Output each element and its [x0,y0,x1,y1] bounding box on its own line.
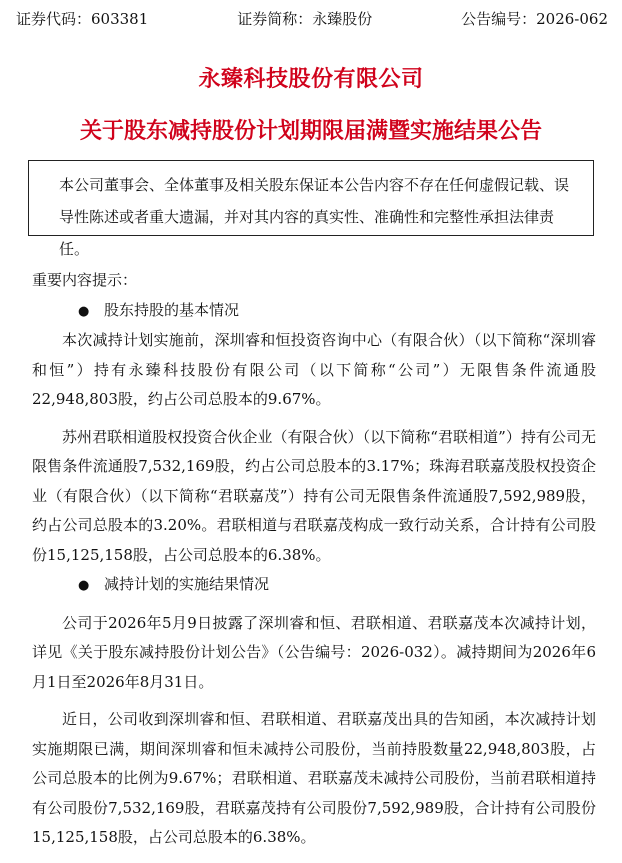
company-title: 永臻科技股份有限公司 [198,66,424,92]
section-heading-holdings [0,296,622,327]
section-title: 股东持股的基本情况 [104,300,240,319]
security-short-name: 证券简称：永臻股份 [237,9,373,28]
security-code: 证券代码：603381 [16,9,149,28]
bullet-icon: ● [78,303,90,319]
paragraph-holdings-ruiheheng: 本次减持计划实施前，深圳睿和恒投资咨询中心（有限合伙）（以下简称“深圳睿和恒”）持有永臻科技股份有限公司（以下简称“公司”）无限售条件流通股22,948,803股，约占公司总股本的9.67%。 [32,331,596,408]
bullet-icon: ● [78,578,90,593]
document-body [0,266,622,853]
paragraph-plan-result: 近日，公司收到深圳睿和恒、君联相道、君联嘉茂出具的告知函，本次减持计划实施期限已满，期间深圳睿和恒未减持公司股份，当前持股数量22,948,803股，占公司总股本的比例为9.67%；君联相道、君联嘉茂未减持公司股份，当前君联相道持有公司股份7,532,169股，君联嘉茂持有公司股份7,592,989股，合计持有公司股份15,125,158股，占公司总股本的6.38%。 [32,710,596,846]
notice-number: 公告编号：2026-062 [461,9,608,28]
paragraph-plan-disclosure: 公司于2026年5月9日披露了深圳睿和恒、君联相道、君联嘉茂本次减持计划，详见《关于股东减持股份计划公告》（公告编号：2026-032）。减持期间为2026年6月1日至2026年8月31日。 [32,613,596,691]
paragraph-holdings-junlian: 苏州君联相道股权投资合伙企业（有限合伙）（以下简称“君联相道”）持有公司无限售条件流通股7,532,169股，约占公司总股本的3.17%；珠海君联嘉茂股权投资企业（有限合伙）（以下简称“君联嘉茂”）持有公司无限售条件流通股7,592,989股，约占公司总股本的3.20%。君联相道与君联嘉茂构成一致行动关系，合计持有公司股份15,125,158股，占公司总股本的6.38%。 [32,427,596,564]
section-title: 减持计划的实施结果情况 [104,575,270,593]
document-header [16,6,608,30]
disclaimer-box: 本公司董事会、全体董事及相关股东保证本公告内容不存在任何虚假记载、误导性陈述或者重大遗漏，并对其内容的真实性、准确性和完整性承担法律责任。 [28,160,594,236]
summary-heading: 重要内容提示： [32,271,138,289]
section-heading-results [0,570,622,601]
document-title: 关于股东减持股份计划期限届满暨实施结果公告 [79,118,542,144]
